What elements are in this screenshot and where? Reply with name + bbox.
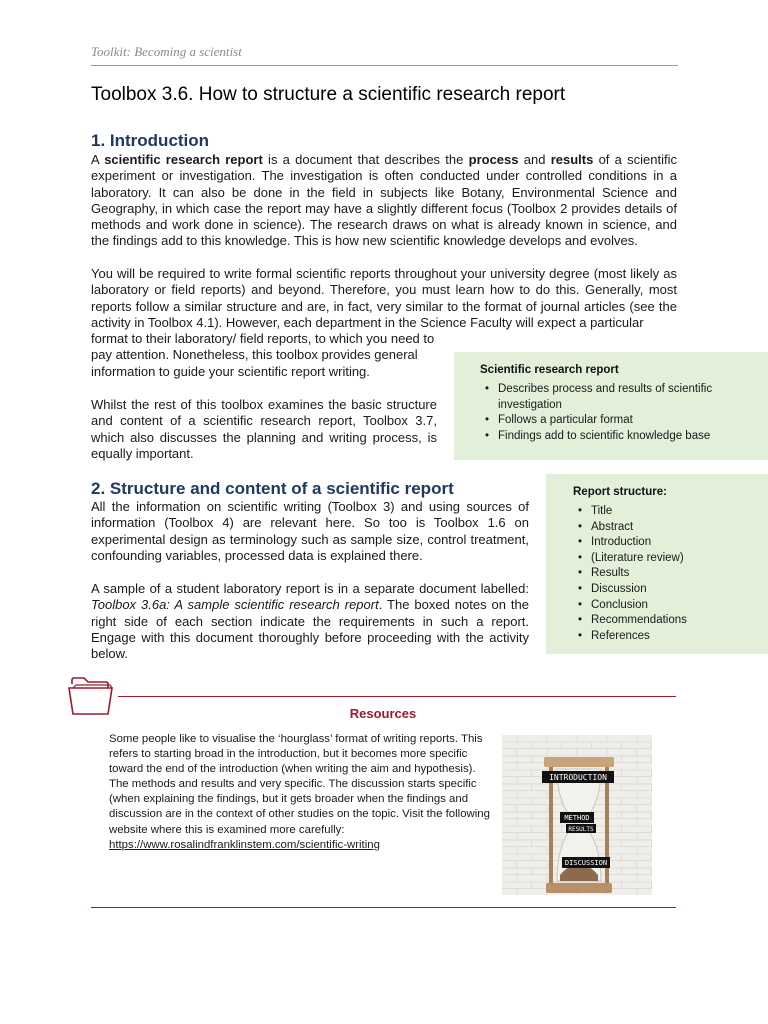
list-item: • Title — [573, 504, 763, 520]
list-item: • Findings add to scientific knowledge base — [480, 429, 750, 445]
list-item: • Introduction — [573, 535, 763, 551]
section-heading-introduction: 1. Introduction — [91, 131, 210, 150]
section-heading-structure: 2. Structure and content of a scientific report — [91, 479, 454, 498]
image-label-method: METHOD — [564, 814, 590, 822]
page-title: Toolbox 3.6. How to structure a scientific research report — [91, 84, 566, 105]
resources-title: Resources — [349, 706, 417, 721]
image-label-results: RESULTS — [568, 826, 594, 833]
box-title: Report structure: — [573, 486, 667, 498]
resources-text: Some people like to visualise the ‘hourglass’ format of writing reports. This refers to starting broad in the introduction, but it becomes more specific toward the end of the introduction (when writing the aim and hypothesis). The methods and results and very specific. The discussion starts specific (when explaining the findings, but it gets broader when the findings and discussion are in the context of other studies on the topic. Visit the following website where this is examined more carefully: https://www.rosalindfranklinstem.com/scientific-writing — [109, 733, 490, 851]
box-title: Scientific research report — [480, 364, 619, 376]
summary-box-research-report — [454, 352, 768, 460]
box-list — [480, 382, 750, 444]
running-head: Toolkit: Becoming a scientist — [91, 44, 242, 59]
intro-paragraph-1: A scientific research report is a document that describes the process and results of a scientific experiment or investigation. The investigation is often conducted under controlled conditions in a laboratory. It can also be done in the field in subjects like Botany, Environmental Science and Geography, in which case the report may have a slightly different focus (Toolbox 2 provides details of methods and work done in science). The research draws on what is already known in science, and the findings add to this knowledge. This is how new scientific knowledge develops and evolves. — [91, 152, 677, 249]
intro-paragraph-2: You will be required to write formal scientific reports throughout your university degree (most likely as laboratory or field reports) and beyond. Therefore, you must learn how to do this. Generally, most reports follow a similar structure and are, in fact, very similar to the format of journal articles (see the activity in Toolbox 4.1). However, each department in the Science Faculty will expect a particular — [91, 266, 677, 330]
list-item: • Conclusion — [573, 598, 763, 614]
list-item: • Describes process and results of scientific investigation — [480, 382, 750, 413]
structure-paragraph-1: All the information on scientific writing (Toolbox 3) and using sources of information (Toolbox 4) are relevant here. So too is Toolbox 1.6 on experimental design as terminology such as sample size, control treatment, confounding variables, processed data is explained there. — [91, 499, 529, 563]
list-item: • Abstract — [573, 520, 763, 536]
header-rule — [91, 65, 678, 66]
structure-list — [573, 504, 763, 644]
resources-bottom-rule — [91, 907, 676, 908]
hourglass-image — [502, 735, 652, 895]
summary-box-report-structure — [546, 474, 768, 654]
folder-icon — [66, 674, 118, 718]
list-item: • Results — [573, 566, 763, 582]
list-item: • Recommendations — [573, 613, 763, 629]
intro-paragraph-2-continued: format to their laboratory/ field reports, to which you need to pay attention. Nonetheless, this toolbox provides general information to guide your scientific report writing. — [91, 331, 435, 379]
list-item: • References — [573, 629, 763, 645]
list-item: • Discussion — [573, 582, 763, 598]
image-label-discussion: DISCUSSION — [564, 859, 608, 867]
resources-link[interactable]: https://www.rosalindfranklinstem.com/scientific-writing — [109, 838, 380, 851]
resources-top-rule — [118, 696, 676, 697]
image-label-introduction: INTRODUCTION — [549, 773, 607, 782]
structure-paragraph-2: A sample of a student laboratory report is in a separate document labelled: Toolbox 3.6a: A sample scientific research report. The boxed notes on the right side of each section indicate the requirements in such a report. Engage with this document thoroughly before proceeding with the activity below. — [91, 581, 530, 662]
intro-paragraph-3: Whilst the rest of this toolbox examines the basic structure and content of a scientific research report, Toolbox 3.7, which also discusses the planning and writing process, is equally important. — [91, 397, 437, 461]
list-item: • Follows a particular format — [480, 413, 750, 429]
list-item: • (Literature review) — [573, 551, 763, 567]
